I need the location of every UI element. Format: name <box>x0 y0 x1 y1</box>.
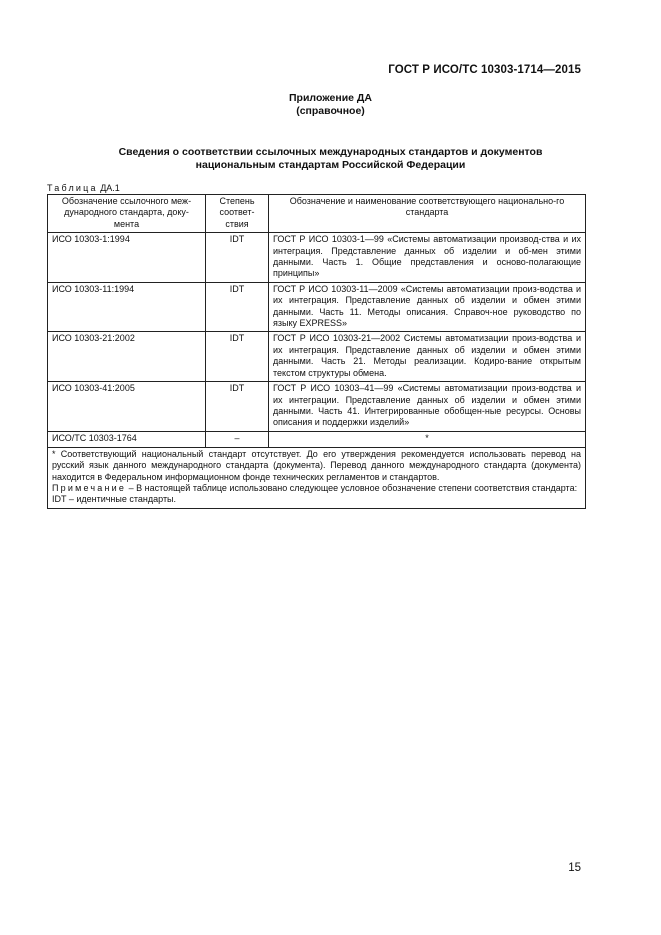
header-international-standard: Обозначение ссылочного меж-дународного стандарта, доку-мента <box>48 195 206 233</box>
cell-national: ГОСТ Р ИСО 10303-11—2009 «Системы автоматизации произ-водства и их интеграция. Представление данных об изделии и обмен этими данными. Часть 11. Методы описания. Справоч-ное руководство по языку EXPRESS» <box>269 282 586 332</box>
cell-degree: IDT <box>206 332 269 382</box>
cell-ref: ИСО 10303-1:1994 <box>48 233 206 283</box>
cell-ref: ИСО 10303-11:1994 <box>48 282 206 332</box>
cell-national: * <box>269 431 586 447</box>
annex-subtitle: (справочное) <box>296 105 365 117</box>
table-row <box>48 382 586 432</box>
table-row <box>48 431 586 447</box>
section-title <box>70 146 591 172</box>
cell-national: ГОСТ Р ИСО 10303-1—99 «Системы автоматизации производ-ства и их интеграция. Представление данных об изделии и об-мен этими данными. Часть 1. Общие представления и осново-полагающие принципы» <box>269 233 586 283</box>
header-national-standard: Обозначение и наименование соответствующего национально-го стандарта <box>269 195 586 233</box>
table-row <box>48 233 586 283</box>
table-caption <box>47 183 120 194</box>
table-caption-word: Таблица <box>47 183 98 193</box>
table-caption-number: ДА.1 <box>97 183 120 193</box>
cell-degree: IDT <box>206 282 269 332</box>
table-row <box>48 282 586 332</box>
page-number: 15 <box>568 862 581 874</box>
note-text: – В настоящей таблице использовано следующее условное обозначение степени соответствия стандарта: <box>126 482 578 493</box>
cell-degree: IDT <box>206 382 269 432</box>
note-word: Примечание <box>52 482 127 493</box>
annex-title: Приложение ДА <box>289 92 372 104</box>
note-idt: IDT – идентичные стандарты. <box>52 494 177 505</box>
standards-table <box>47 194 586 509</box>
table-header-row <box>48 195 586 233</box>
section-title-line-1: Сведения о соответствии ссылочных международных стандартов и документов <box>118 146 543 158</box>
table-notes-row <box>48 447 586 508</box>
table-row <box>48 332 586 382</box>
annex-heading <box>0 92 661 118</box>
cell-degree: – <box>206 431 269 447</box>
footnote: * Соответствующий национальный стандарт отсутствует. До его утверждения рекомендуется использовать перевод на русский язык данного международного стандарта (документа). Перевод данного международного стандарта (документа) находится в Федеральном информационном фонде технических регламентов и стандартов. <box>52 448 581 482</box>
cell-degree: IDT <box>206 233 269 283</box>
cell-ref: ИСО 10303-21:2002 <box>48 332 206 382</box>
cell-ref: ИСО 10303-41:2005 <box>48 382 206 432</box>
table-notes <box>48 447 586 508</box>
cell-national: ГОСТ Р ИСО 10303-21—2002 Системы автоматизации произ-водства и их интеграция. Представление данных об изделии и обмен этими данными. Часть 21. Методы реализации. Кодиро-вание открытым текстом структуры обмена. <box>269 332 586 382</box>
header-degree: Степень соответ-ствия <box>206 195 269 233</box>
cell-ref: ИСО/ТС 10303-1764 <box>48 431 206 447</box>
document-code: ГОСТ Р ИСО/ТС 10303-1714—2015 <box>388 64 581 76</box>
note <box>52 483 581 494</box>
section-title-line-2: национальным стандартам Российской Федерации <box>195 159 466 171</box>
cell-national: ГОСТ Р ИСО 10303–41—99 «Системы автоматизации произ-водства и их интеграции. Представление данных об изделии и обмен этими данными. Часть 41. Интегрированные обобщен-ные ресурсы. Основы описания и поддержки изделий» <box>269 382 586 432</box>
